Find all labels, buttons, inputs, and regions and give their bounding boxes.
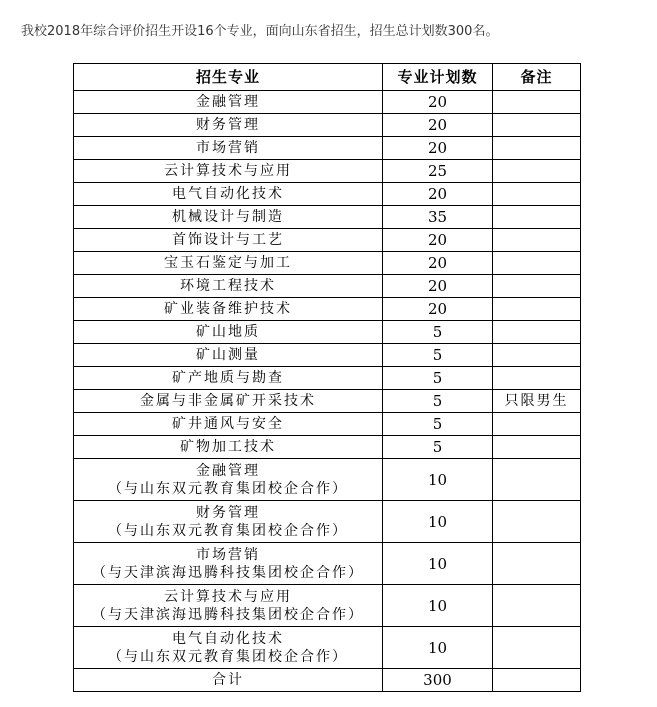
- note-cell: [493, 252, 581, 275]
- note-cell: [493, 321, 581, 344]
- note-cell: [493, 137, 581, 160]
- plan-count-cell: 5: [383, 390, 493, 413]
- table-row: [74, 321, 581, 344]
- major-name: 电气自动化技术: [172, 630, 284, 647]
- major-cell: [74, 321, 383, 344]
- major-cell: [74, 436, 383, 459]
- table-row: [74, 275, 581, 298]
- major-cell: [74, 183, 383, 206]
- major-name: 电气自动化技术: [172, 186, 284, 202]
- plan-count-cell: 25: [383, 160, 493, 183]
- note-cell: [493, 543, 581, 585]
- table-row: [74, 627, 581, 669]
- table-row: [74, 459, 581, 501]
- note-cell: [493, 206, 581, 229]
- plan-count-cell: 20: [383, 229, 493, 252]
- major-cell: [74, 229, 383, 252]
- major-cell: [74, 459, 383, 501]
- note-cell: 只限男生: [493, 390, 581, 413]
- table-row: [74, 183, 581, 206]
- plan-count-cell: 20: [383, 252, 493, 275]
- note-cell: [493, 459, 581, 501]
- note-cell: [493, 298, 581, 321]
- major-name: 财务管理: [196, 117, 260, 133]
- major-name: 云计算技术与应用: [164, 163, 292, 179]
- major-name: 环境工程技术: [180, 278, 276, 294]
- header-major: 招生专业: [74, 64, 383, 91]
- major-name: 机械设计与制造: [172, 209, 284, 225]
- total-plan: 300: [383, 669, 493, 692]
- major-cell: [74, 585, 383, 627]
- note-cell: [493, 183, 581, 206]
- table-row: [74, 298, 581, 321]
- table-row: [74, 344, 581, 367]
- note-cell: [493, 91, 581, 114]
- major-cell: [74, 91, 383, 114]
- note-cell: [493, 501, 581, 543]
- table-row: [74, 91, 581, 114]
- major-name: 金属与非金属矿开采技术: [140, 393, 316, 409]
- plan-count-cell: 10: [383, 501, 493, 543]
- major-cell: [74, 413, 383, 436]
- major-name: 矿产地质与勘查: [172, 370, 284, 386]
- plan-count-cell: 20: [383, 298, 493, 321]
- note-cell: [493, 367, 581, 390]
- table-row: [74, 367, 581, 390]
- major-cell: [74, 543, 383, 585]
- major-cell: [74, 252, 383, 275]
- table-row: [74, 501, 581, 543]
- plan-count-cell: 5: [383, 321, 493, 344]
- note-cell: [493, 585, 581, 627]
- note-cell: [493, 413, 581, 436]
- major-name: 市场营销: [196, 140, 260, 156]
- major-cell: [74, 206, 383, 229]
- plan-count-cell: 10: [383, 627, 493, 669]
- note-cell: [493, 275, 581, 298]
- table-body: [74, 91, 581, 669]
- note-cell: [493, 160, 581, 183]
- major-name: 金融管理: [196, 94, 260, 110]
- table-row: [74, 413, 581, 436]
- major-name: 矿山测量: [196, 347, 260, 363]
- intro-text: 我校2018年综合评价招生开设16个专业，面向山东省招生，招生总计划数300名。: [21, 24, 499, 39]
- table-row: [74, 229, 581, 252]
- total-note: [493, 669, 581, 692]
- major-cell: [74, 114, 383, 137]
- enrollment-table: [73, 63, 581, 692]
- plan-count-cell: 10: [383, 585, 493, 627]
- note-cell: [493, 436, 581, 459]
- major-name: 宝玉石鉴定与加工: [164, 255, 292, 271]
- major-cell: [74, 627, 383, 669]
- header-plan: 专业计划数: [383, 64, 493, 91]
- table-row: [74, 114, 581, 137]
- table-header-row: [74, 64, 581, 91]
- plan-count-cell: 10: [383, 543, 493, 585]
- major-cell: [74, 367, 383, 390]
- major-name: 矿井通风与安全: [172, 416, 284, 432]
- major-name: 市场营销: [196, 546, 260, 563]
- major-cell: [74, 137, 383, 160]
- note-cell: [493, 344, 581, 367]
- table-row: [74, 206, 581, 229]
- total-label: 合计: [74, 669, 383, 692]
- table-row: [74, 160, 581, 183]
- table-row: [74, 436, 581, 459]
- plan-count-cell: 35: [383, 206, 493, 229]
- major-cell: [74, 275, 383, 298]
- total-row: [74, 669, 581, 692]
- plan-count-cell: 5: [383, 436, 493, 459]
- major-name: 矿山地质: [196, 324, 260, 340]
- plan-count-cell: 20: [383, 183, 493, 206]
- plan-count-cell: 20: [383, 275, 493, 298]
- major-partner-note: （与天津滨海迅腾科技集团校企合作）: [92, 564, 364, 581]
- major-partner-note: （与山东双元教育集团校企合作）: [108, 480, 348, 497]
- plan-count-cell: 5: [383, 413, 493, 436]
- major-name: 金融管理: [196, 462, 260, 479]
- note-cell: [493, 114, 581, 137]
- major-cell: [74, 344, 383, 367]
- major-cell: [74, 298, 383, 321]
- table-row: [74, 585, 581, 627]
- major-name: 矿物加工技术: [180, 439, 276, 455]
- header-note: 备注: [493, 64, 581, 91]
- table-row: [74, 252, 581, 275]
- major-name: 财务管理: [196, 504, 260, 521]
- note-cell: [493, 627, 581, 669]
- plan-count-cell: 20: [383, 137, 493, 160]
- plan-count-cell: 20: [383, 114, 493, 137]
- major-name: 矿业装备维护技术: [164, 301, 292, 317]
- plan-count-cell: 10: [383, 459, 493, 501]
- table-row: [74, 137, 581, 160]
- major-name: 首饰设计与工艺: [172, 232, 284, 248]
- table-row: [74, 390, 581, 413]
- major-name: 云计算技术与应用: [164, 588, 292, 605]
- major-cell: [74, 390, 383, 413]
- major-partner-note: （与天津滨海迅腾科技集团校企合作）: [92, 606, 364, 623]
- note-cell: [493, 229, 581, 252]
- major-partner-note: （与山东双元教育集团校企合作）: [108, 522, 348, 539]
- major-cell: [74, 501, 383, 543]
- table-row: [74, 543, 581, 585]
- plan-count-cell: 5: [383, 344, 493, 367]
- plan-count-cell: 5: [383, 367, 493, 390]
- plan-count-cell: 20: [383, 91, 493, 114]
- major-partner-note: （与山东双元教育集团校企合作）: [108, 648, 348, 665]
- major-cell: [74, 160, 383, 183]
